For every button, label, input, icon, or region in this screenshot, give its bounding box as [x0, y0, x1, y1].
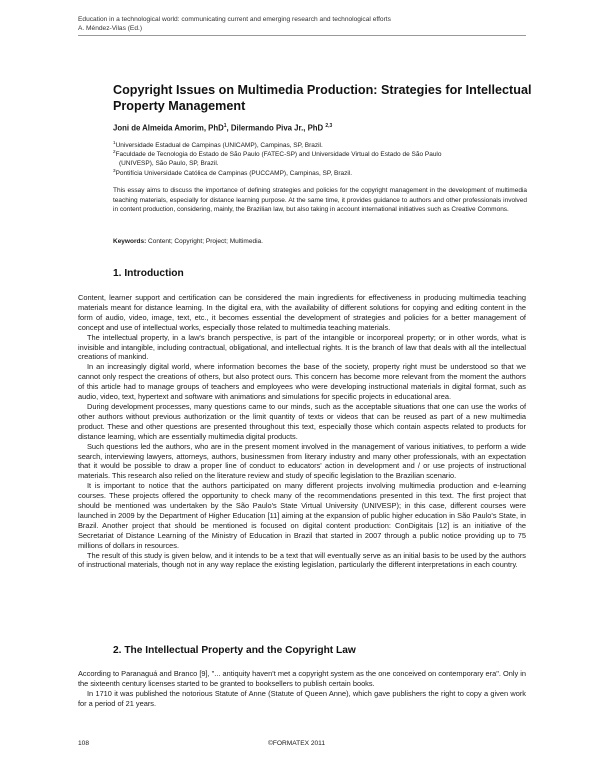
paragraph: According to Paranaguá and Branco [9], "... antiquity haven't met a copyright system as the one conceived on contemporary era". Only in the sixteenth century licenses started to be granted to booksellers to publish certain books. — [78, 669, 526, 688]
paragraph: Content, learner support and certification can be considered the main ingredients for effectiveness in producing multimedia teaching materials meant for distance learning. In the digital era, with the availability of different solutions for copying and editing content in the form of audio, video, image, text, etc., it becomes essential the development of strategies and policies for a better management of concept and use of intellectual works, especially those related to multimedia teaching materials. — [78, 293, 526, 332]
page-number: 108 — [78, 740, 90, 747]
section-heading: 1. Introduction — [113, 268, 184, 279]
paragraph: It is important to notice that the authors participated on many different projects involving multimedia production and e-learning courses. These projects offered the opportunity to check many of the recommendations presented in this text. The first project that should be mentioned was undertaken by the São Paulo's State Virtual University (UNIVESP); in this case, different courses were launched in 2009 by the Department of Higher Education [11] aiming at the expansion of public higher education in São Paulo's State, in Brazil. Another project that should be mentioned is focused on digital content production: ConDigitais [12] is an initiative of the Secretariat of Distance Learning of the Ministry of Education in Brazil that started in 2007 through a public notice providing up to 75 millions of dollars in resources. — [78, 481, 526, 550]
header-divider — [78, 35, 526, 36]
paragraph: In an increasingly digital world, where information becomes the base of the society, property right must be understood so that we cannot only respect the creations of others, but also protect ours. This concern has become more relevant from the moment the authors of this article had to manage groups of teachers and employees who were developing instructional materials in digital format, such as audio, video, text, hypertext and software with animations and simulations for specific projects in educational area. — [78, 362, 526, 402]
paragraph: The intellectual property, in a law's branch perspective, is part of the intangible or incorporeal property; or in other words, what is invisible and intangible, including contractual, obligational, and intellectual rights. It is the branch of law that deals with all the intellectual creations of mankind. — [78, 332, 526, 362]
affiliation-mark: 2 — [113, 149, 116, 154]
paragraph: During development processes, many questions came to our minds, such as the acceptable situations that one can use the works of other authors without previous authorization or the limit quantity of texts or videos that can be reused as part of a new multimedia product. These and other questions are presented throughout this text, especially those which contain aspects related to products for distance learning, which are essentially multimedia digital products. — [78, 401, 526, 441]
paragraph: The result of this study is given below, and it intends to be a text that will eventually serve as an initial basis to be used by the authors of instructional materials, though not in any way replace the existing legislation, particularly the different interpretations in each country. — [78, 550, 526, 570]
affiliation — [113, 167, 533, 179]
section-body — [78, 669, 526, 709]
keywords-label: Keywords: — [113, 238, 149, 245]
paper-title: Copyright Issues on Multimedia Production: Strategies for Intellectual Property Management — [113, 83, 532, 113]
header-editor: A. Méndez-Vilas (Ed.) — [78, 24, 143, 32]
footer-publisher: ©FORMATEX 2011 — [268, 740, 326, 747]
paragraph: Such questions led the authors, who are in the present moment involved in the management of various initiatives, to perform a wide search, interviewing lawyers, attorneys, authors, businessmen from literary industry and many other professionals, with an expectation that it would be possible to draw a proper line of conduct to educators' action in development and / or use projects of instructional materials. This research also relied on the literature review and study of specific legislation to the Brazilian scenario. — [78, 441, 526, 481]
affiliation-mark: 1 — [113, 140, 116, 145]
paragraph: In 1710 it was published the notorious Statute of Anne (Statute of Queen Anne), which gave publishers the right to copy a given work for a period of 21 years. — [78, 688, 526, 708]
affiliation-text: (UNIVESP), São Paulo, SP, Brazil. — [119, 160, 219, 168]
affiliation-mark: 3 — [113, 168, 116, 173]
keywords-value: Content; Copyright; Project; Multimedia. — [148, 238, 263, 245]
affiliation-text: Pontifícia Universidade Católica de Campinas (PUCCAMP), Campinas, SP, Brazil. — [115, 170, 353, 178]
section-body — [78, 293, 526, 570]
author-affiliation-mark: 1 — [223, 123, 227, 129]
header-book-title: Education in a technological world: communicating current and emerging research and technological efforts — [78, 16, 391, 23]
abstract: This essay aims to discuss the importance of defining strategies and policies for the copyright management in the development of multimedia teaching materials, especially for distance learning purpose. At the same time, it provides guidance to authors and other professionals involved in content production, considering, mainly, the Brazilian law, but also taking in account international initiatives such as Creative Commons. — [113, 187, 527, 214]
affiliation-text: Universidade Estadual de Campinas (UNICAMP), Campinas, SP, Brazil. — [115, 142, 323, 150]
author-affiliation-mark: 2,3 — [325, 123, 333, 129]
author-separator: , — [226, 123, 231, 133]
author-name: Joni de Almeida Amorim, PhD — [113, 123, 224, 133]
author-name: Dilermando Piva Jr., PhD — [230, 123, 324, 133]
keywords — [113, 238, 263, 245]
section-heading: 2. The Intellectual Property and the Copyright Law — [113, 645, 356, 656]
running-header — [78, 16, 391, 33]
affiliation-text: Faculdade de Tecnologia do Estado de São Paulo (FATEC-SP) and Universidade Virtual do Estado de São Paulo — [115, 151, 442, 159]
author-list — [113, 123, 332, 133]
